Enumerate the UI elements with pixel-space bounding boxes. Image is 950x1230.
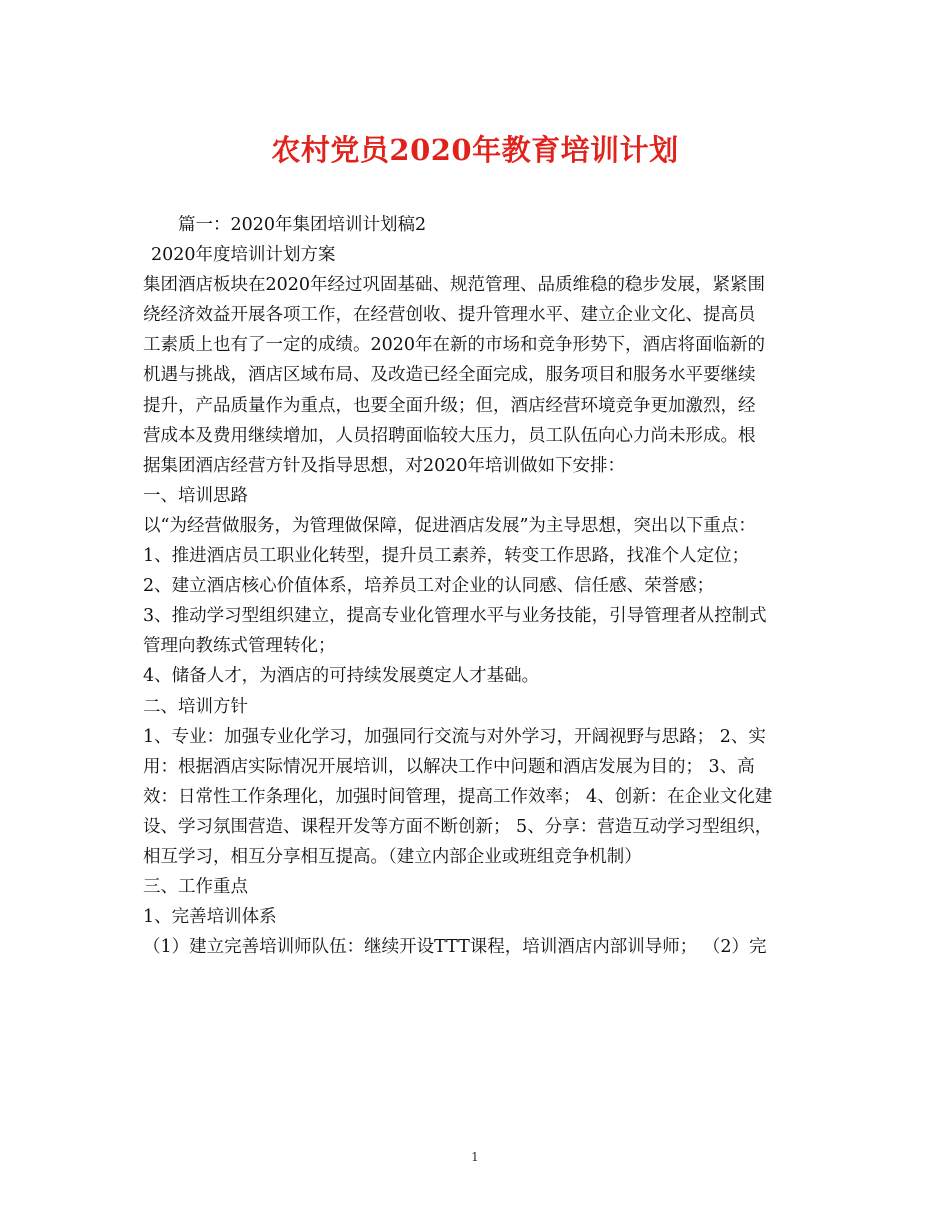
paragraph-line: 效：日常性工作条理化，加强时间管理，提高工作效率； 4、创新：在企业文化建: [143, 786, 773, 807]
section-heading: 三、工作重点: [143, 877, 248, 898]
paragraph-line: 营成本及费用继续增加，人员招聘面临较大压力，员工队伍向心力尚未形成。根: [143, 425, 756, 446]
paragraph-line: 机遇与挑战，酒店区域布局、及改造已经全面完成，服务项目和服务水平要继续: [143, 365, 756, 386]
list-item: 4、储备人才，为酒店的可持续发展奠定人才基础。: [143, 666, 540, 687]
list-item: 2、建立酒店核心价值体系，培养员工对企业的认同感、信任感、荣誉感；: [143, 576, 715, 597]
paragraph-line: 集团酒店板块在2020年经过巩固基础、规范管理、品质维稳的稳步发展，紧紧围: [143, 275, 766, 296]
paragraph-line: 篇一：2020年集团培训计划稿2: [178, 215, 427, 235]
section-heading: 二、培训方针: [143, 696, 248, 717]
list-item: 1、完善培训体系: [143, 907, 277, 928]
paragraph-line: 绕经济效益开展各项工作，在经营创收、提升管理水平、建立企业文化、提高员: [143, 305, 756, 326]
paragraph-line: 工素质上也有了一定的成绩。2020年在新的市场和竞争形势下，酒店将面临新的: [143, 335, 766, 356]
paragraph-line: 设、学习氛围营造、课程开发等方面不断创新； 5、分享：营造互动学习型组织，: [143, 816, 773, 837]
paragraph-line: 1、专业：加强专业化学习，加强同行交流与对外学习，开阔视野与思路； 2、实: [143, 726, 766, 747]
paragraph-line: 据集团酒店经营方针及指导思想，对2020年培训做如下安排：: [143, 455, 626, 476]
list-item: （1）建立完善培训师队伍：继续开设TTT课程，培训酒店内部训导师； （2）完: [143, 937, 767, 958]
list-item: 3、推动学习型组织建立，提高专业化管理水平与业务技能，引导管理者从控制式: [143, 606, 767, 627]
paragraph-line: 2020年度培训计划方案: [151, 245, 336, 266]
page-number: 1: [471, 1150, 479, 1164]
paragraph-line: 以“为经营做服务，为管理做保障，促进酒店发展”为主导思想，突出以下重点：: [143, 515, 756, 536]
list-item: 1、推进酒店员工职业化转型，提升员工素养，转变工作思路，找准个人定位；: [143, 546, 750, 567]
document-title: 农村党员2020年教育培训计划: [271, 133, 679, 167]
paragraph-line: 相互学习，相互分享相互提高。（建立内部企业或班组竞争机制）: [143, 846, 642, 867]
document-body: [143, 210, 803, 962]
paragraph-line: 提升，产品质量作为重点，也要全面升级；但，酒店经营环境竞争更加激烈，经: [143, 395, 756, 416]
list-item: 管理向教练式管理转化；: [143, 636, 336, 657]
paragraph-line: 用：根据酒店实际情况开展培训，以解决工作中问题和酒店发展为目的； 3、高: [143, 756, 755, 777]
section-heading: 一、培训思路: [143, 485, 248, 506]
